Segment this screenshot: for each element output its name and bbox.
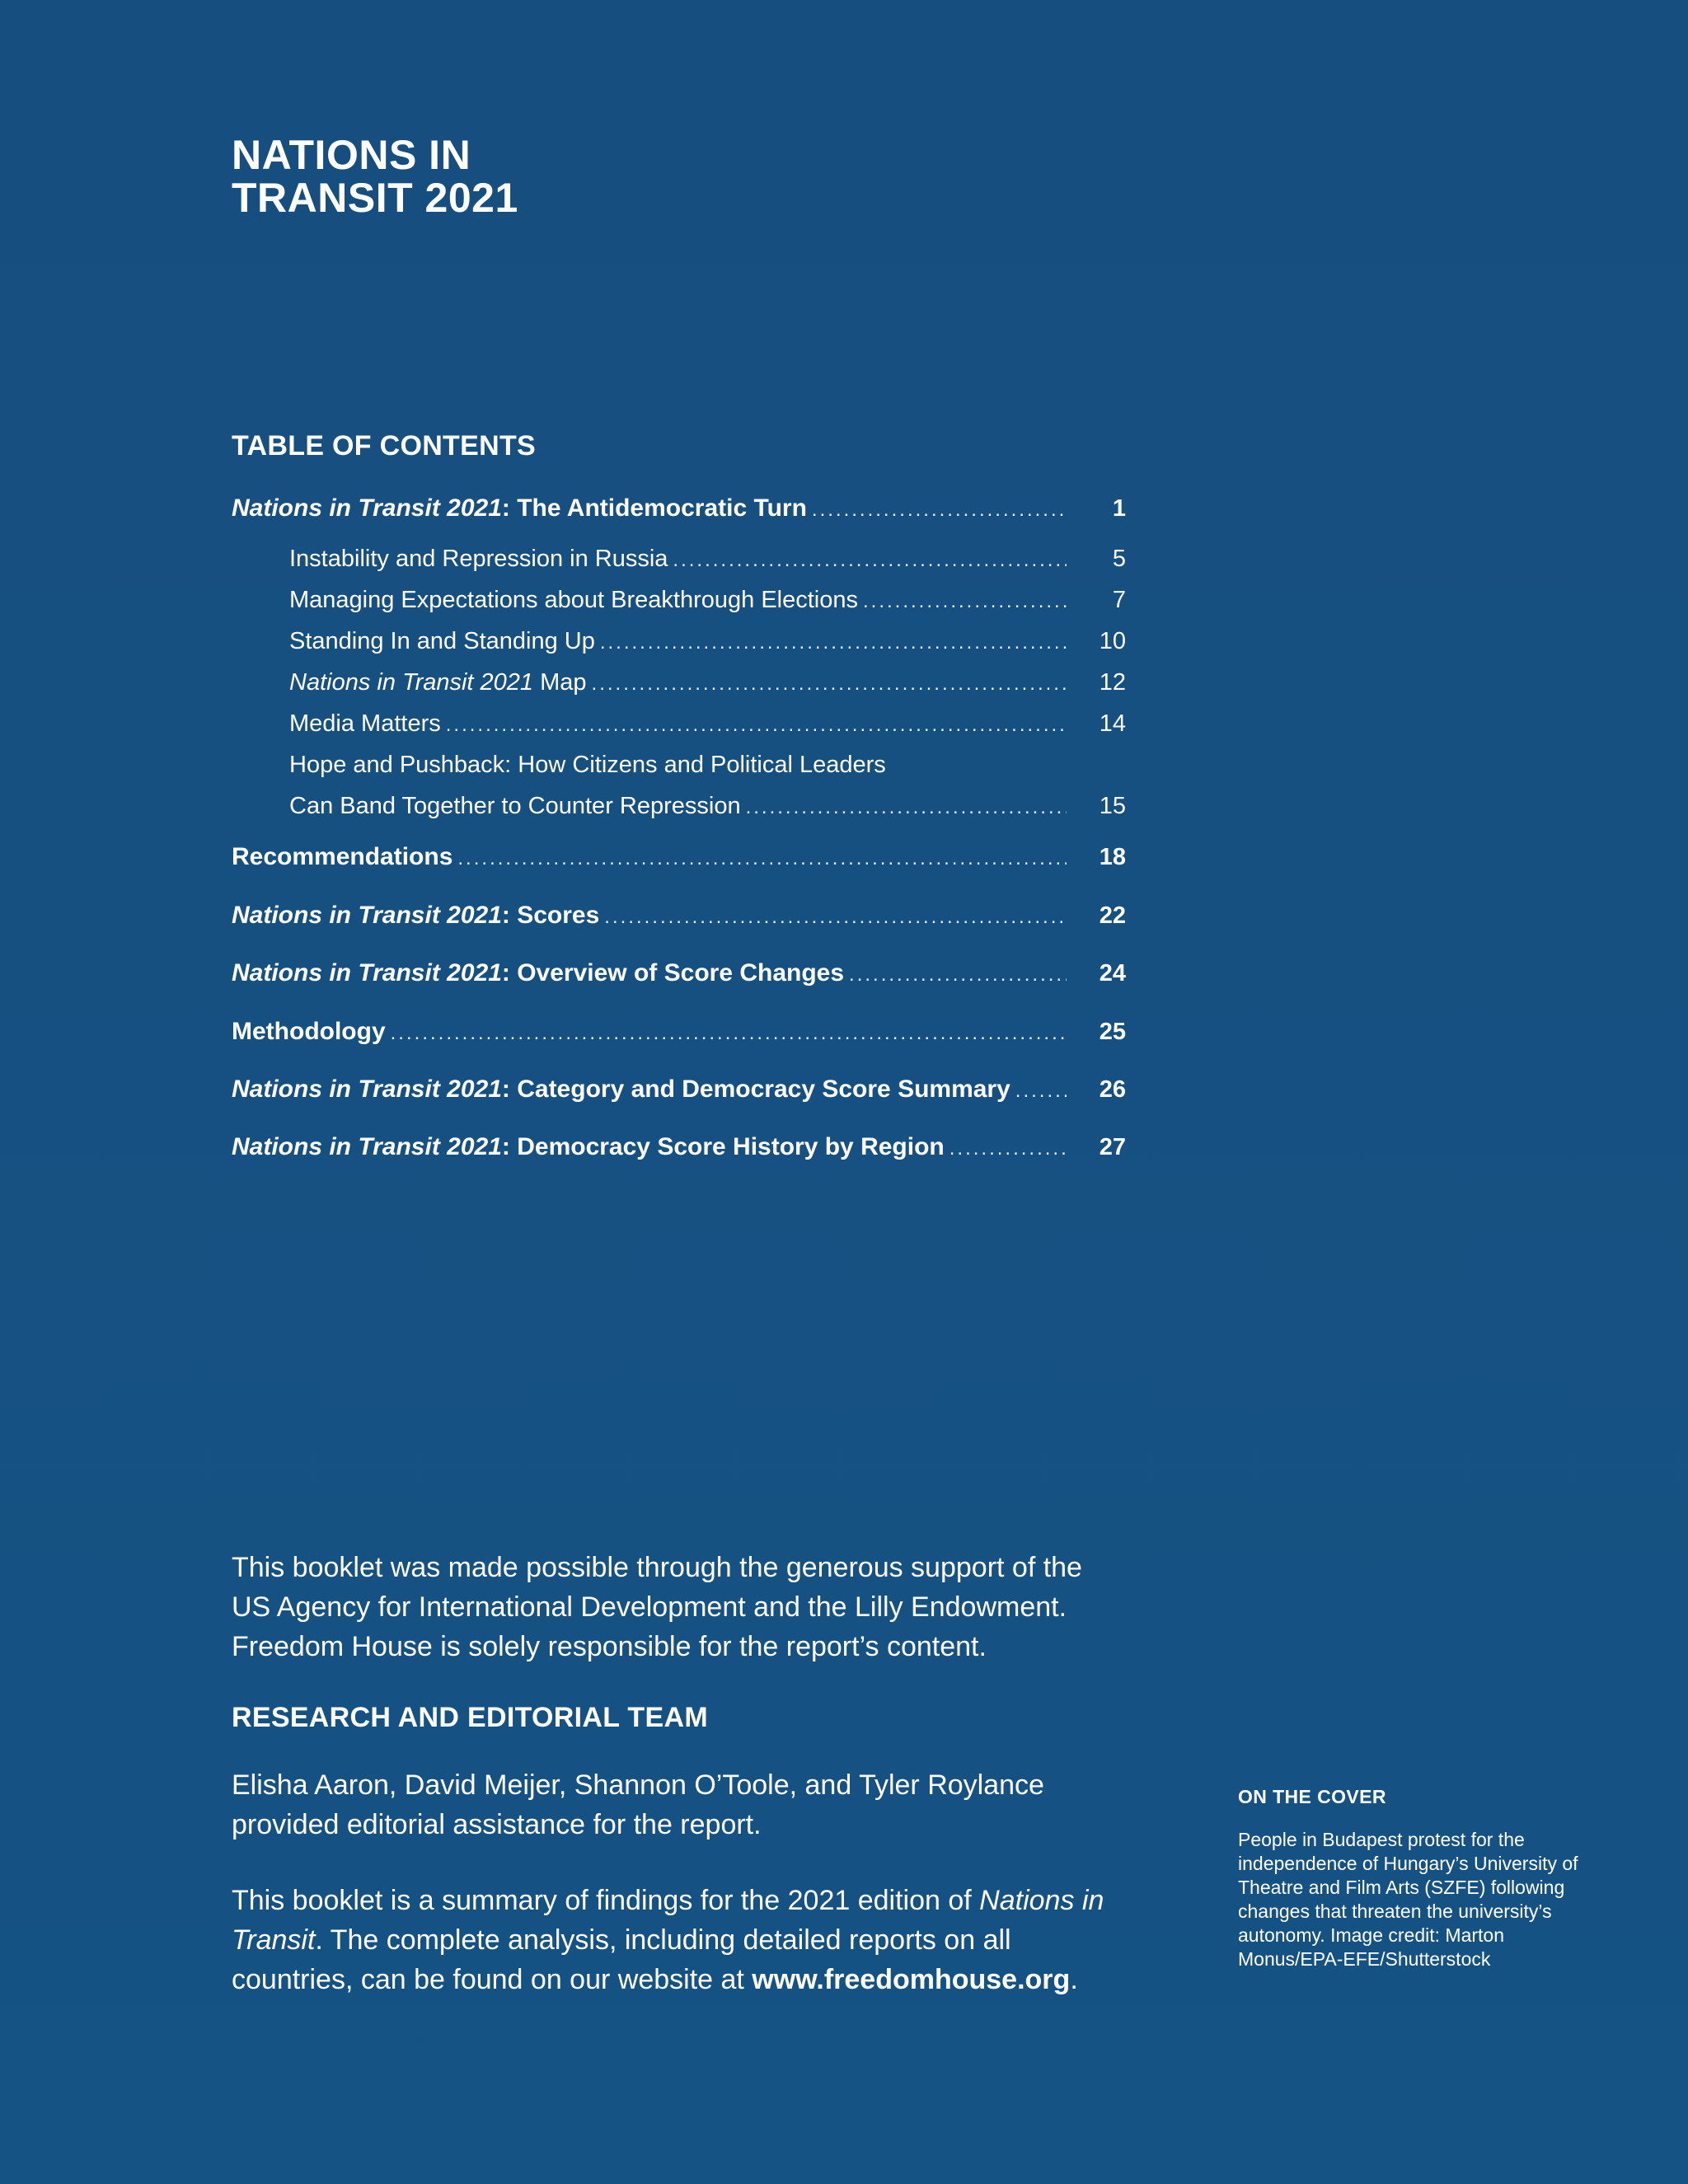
toc-entry-media-matters[interactable] — [289, 710, 1126, 747]
toc-page-number: 25 — [1099, 1019, 1126, 1045]
toc-entry-label: Nations in Transit 2021: Overview of Score Changes — [232, 959, 845, 987]
toc-page-number: 5 — [1112, 546, 1126, 572]
toc-page-number: 1 — [1112, 495, 1126, 522]
toc-entry-label: Methodology — [232, 1018, 386, 1045]
team-heading: RESEARCH AND EDITORIAL TEAM — [232, 1702, 708, 1733]
toc-page-number: 15 — [1099, 793, 1126, 819]
toc-entry-scores[interactable] — [232, 902, 1126, 938]
toc-entry-breakthrough-elections[interactable] — [289, 587, 1126, 623]
toc-entry-label: Nations in Transit 2021: Category and Democracy Score Summary — [232, 1076, 1010, 1103]
toc-entry-standing-up[interactable] — [289, 628, 1126, 664]
toc-entry-label: Nations in Transit 2021 Map — [289, 669, 587, 696]
toc-entry-map[interactable] — [289, 669, 1126, 705]
toc-entry-russia[interactable] — [289, 546, 1126, 582]
team-credits: Elisha Aaron, David Meijer, Shannon O’Toole, and Tyler Roylance provided editorial assistance for the report. — [232, 1769, 1044, 1840]
cover-caption: People in Budapest protest for the independence of Hungary’s University of Theatre and Film Arts (SZFE) following changes that threaten the university’s autonomy. Image credit: Marton Monus/EPA-EFE/Shutterstock — [1238, 1829, 1578, 1970]
toc-page-number: 24 — [1099, 960, 1126, 987]
toc-page-number: 12 — [1099, 669, 1126, 696]
dot-leader — [812, 499, 1067, 522]
toc-page-number: 7 — [1112, 587, 1126, 613]
dot-leader — [600, 631, 1067, 654]
title-line-1: NATIONS IN — [232, 132, 471, 178]
dot-leader — [849, 963, 1067, 987]
toc-entry-score-summary[interactable] — [232, 1076, 1126, 1112]
toc-entry-score-changes[interactable] — [232, 959, 1126, 996]
toc-entry-label: Recommendations — [232, 843, 453, 870]
toc-entry-label: Can Band Together to Counter Repression — [289, 793, 741, 819]
dot-leader — [863, 590, 1067, 613]
dot-leader — [446, 714, 1067, 737]
toc-page-number: 27 — [1099, 1134, 1126, 1160]
toc-page-number: 26 — [1099, 1076, 1126, 1103]
dot-leader — [950, 1137, 1067, 1160]
toc-entry-label: Standing In and Standing Up — [289, 628, 595, 654]
toc-entry-methodology[interactable] — [232, 1018, 1126, 1054]
dot-leader — [1015, 1080, 1067, 1103]
toc-entry-label: Nations in Transit 2021: Scores — [232, 902, 600, 929]
toc-page-number: 14 — [1099, 710, 1126, 737]
dot-leader — [592, 673, 1067, 696]
toc-entry-label: Instability and Repression in Russia — [289, 546, 668, 572]
toc-entry-label: Managing Expectations about Breakthrough Elections — [289, 587, 858, 613]
title-line-2: TRANSIT 2021 — [232, 175, 518, 221]
toc-entry-antidemocratic-turn[interactable] — [232, 494, 1126, 531]
support-statement: This booklet was made possible through the generous support of the US Agency for International Development and the Lilly Endowment. Freedom House is solely responsible for the report’s content. — [232, 1552, 1082, 1662]
toc-entry-score-history[interactable] — [232, 1133, 1126, 1169]
toc-entry-recommendations[interactable] — [232, 843, 1126, 879]
cover-heading: ON THE COVER — [1238, 1786, 1386, 1807]
dot-leader — [604, 906, 1067, 929]
dot-leader — [673, 549, 1067, 572]
website-link[interactable]: www.freedomhouse.org — [752, 1964, 1071, 1995]
toc-entry-label: Nations in Transit 2021: The Antidemocratic Turn — [232, 494, 807, 522]
toc-entry-label: Media Matters — [289, 710, 441, 737]
toc-page-number: 18 — [1099, 844, 1126, 870]
toc-page-number: 22 — [1099, 902, 1126, 929]
summary-statement: This booklet is a summary of findings for the 2021 edition of Nations in Transit. The complete analysis, including detailed reports on all countries, can be found on our website at www.freedomhouse.org. — [232, 1885, 1104, 1995]
toc-entry-label: Nations in Transit 2021: Democracy Score History by Region — [232, 1133, 945, 1160]
toc-heading: TABLE OF CONTENTS — [232, 430, 537, 462]
document-title — [232, 134, 518, 219]
toc-entry-hope-pushback-line1[interactable] — [289, 752, 1126, 788]
toc-page-number: 10 — [1099, 628, 1126, 654]
dot-leader — [391, 1022, 1067, 1045]
dot-leader — [746, 796, 1067, 819]
toc-entry-hope-pushback-line2[interactable] — [289, 793, 1126, 829]
dot-leader — [457, 847, 1067, 870]
toc-entry-label: Hope and Pushback: How Citizens and Political Leaders — [289, 752, 886, 778]
